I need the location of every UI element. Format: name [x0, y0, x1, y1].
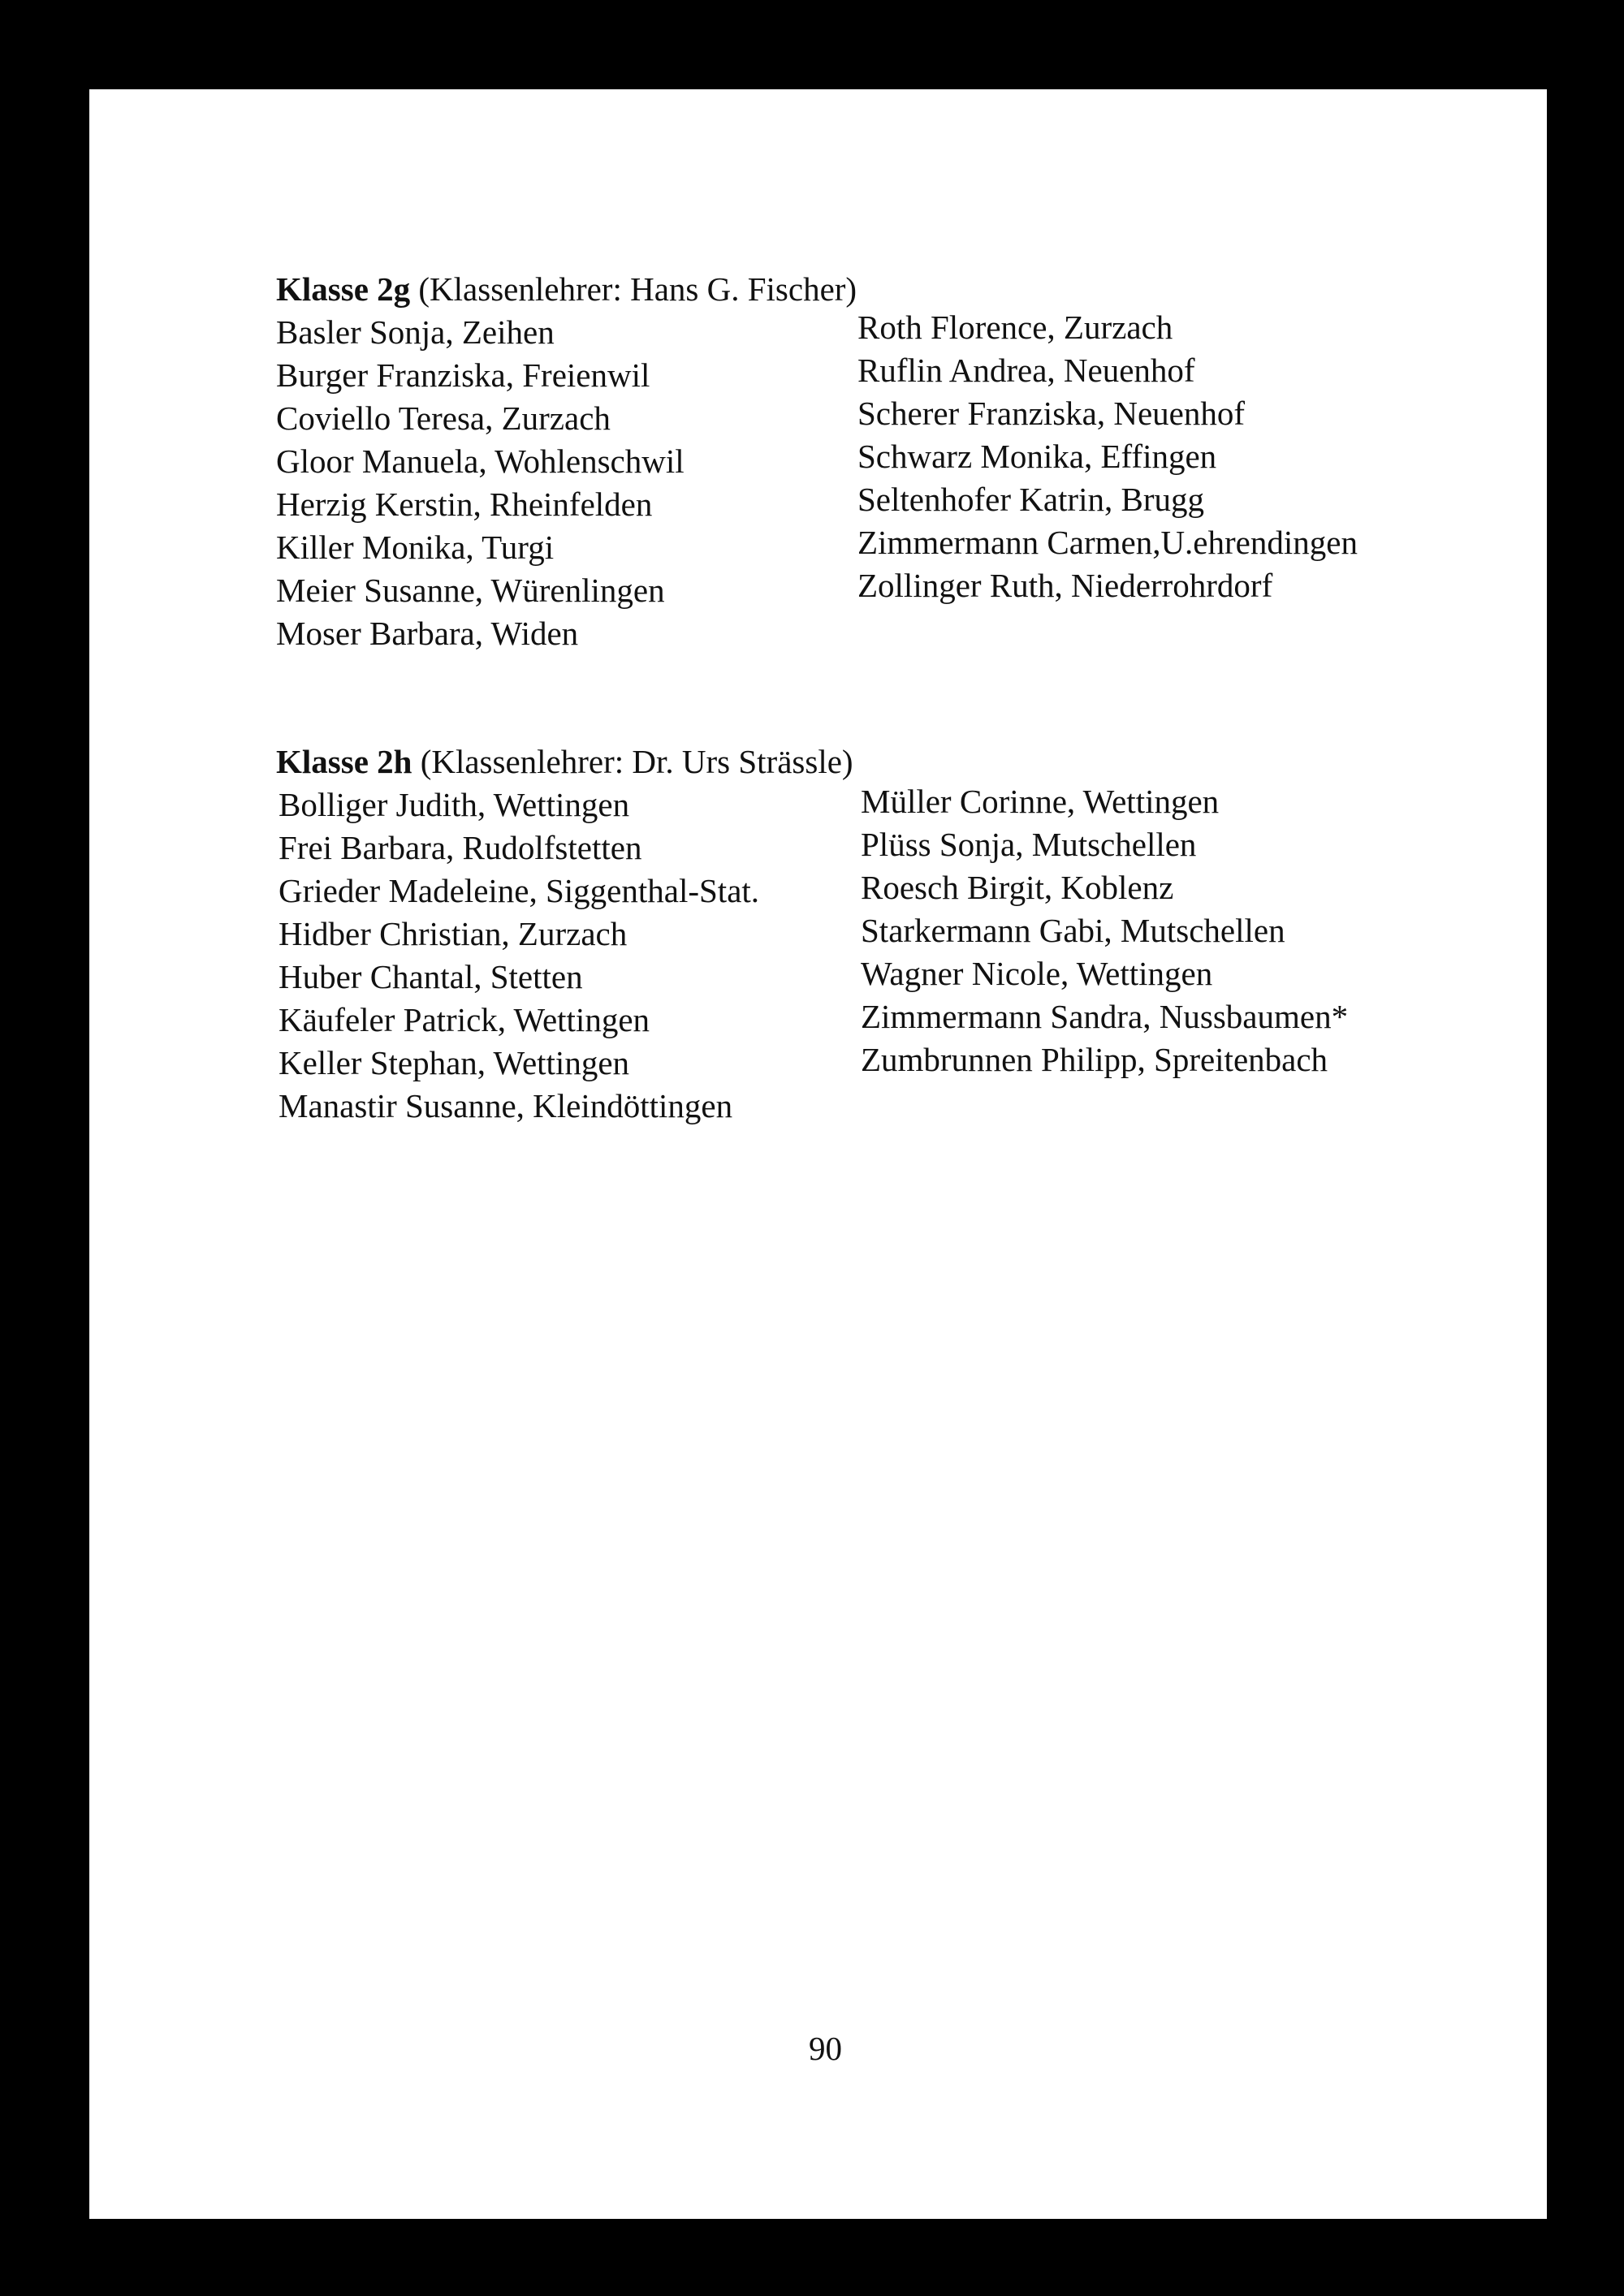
student-entry: Basler Sonja, Zeihen [276, 313, 555, 351]
student-entry: Herzig Kerstin, Rheinfelden [276, 486, 653, 523]
student-entry: Gloor Manuela, Wohlenschwil [276, 442, 685, 480]
student-entry: Zimmermann Sandra, Nussbaumen* [861, 998, 1349, 1035]
student-entry: Hidber Christian, Zurzach [279, 915, 628, 952]
student-entry: Burger Franziska, Freienwil [276, 356, 650, 394]
student-entry: Meier Susanne, Würenlingen [276, 572, 665, 609]
student-entry: Huber Chantal, Stetten [279, 958, 583, 995]
student-entry: Zimmermann Carmen,U.ehrendingen [857, 524, 1358, 561]
class-section-2h [276, 740, 1478, 1173]
student-entry: Scherer Franziska, Neuenhof [857, 395, 1246, 432]
student-entry: Starkermann Gabi, Mutschellen [861, 912, 1285, 949]
student-entry: Moser Barbara, Widen [276, 615, 579, 652]
student-entry: Zollinger Ruth, Niederrohrdorf [857, 567, 1273, 604]
teacher-label: (Klassenlehrer: Hans G. Fischer) [418, 270, 857, 308]
class-label: Klasse 2g [276, 270, 411, 308]
class-heading [276, 740, 1478, 783]
document-page [89, 89, 1547, 2219]
student-entry: Roesch Birgit, Koblenz [861, 869, 1174, 906]
teacher-label: (Klassenlehrer: Dr. Urs Strässle) [420, 743, 853, 780]
student-entry: Killer Monika, Turgi [276, 529, 555, 566]
student-entry: Käufeler Patrick, Wettingen [279, 1001, 650, 1038]
student-entry: Plüss Sonja, Mutschellen [861, 826, 1197, 863]
student-list-left [276, 311, 685, 655]
student-entry: Roth Florence, Zurzach [857, 309, 1173, 346]
student-list-right [861, 780, 1348, 1081]
class-section-2g [276, 268, 1478, 701]
student-list-right [857, 306, 1358, 607]
student-entry: Müller Corinne, Wettingen [861, 783, 1220, 820]
student-entry: Keller Stephan, Wettingen [279, 1044, 630, 1081]
student-entry: Wagner Nicole, Wettingen [861, 955, 1213, 992]
student-entry: Frei Barbara, Rudolfstetten [279, 829, 642, 866]
class-heading [276, 268, 1478, 311]
student-entry: Schwarz Monika, Effingen [857, 438, 1217, 475]
class-label: Klasse 2h [276, 743, 412, 780]
student-entry: Bolliger Judith, Wettingen [279, 786, 630, 823]
student-entry: Coviello Teresa, Zurzach [276, 399, 611, 437]
student-entry: Manastir Susanne, Kleindöttingen [279, 1087, 733, 1124]
student-entry: Grieder Madeleine, Siggenthal-Stat. [279, 872, 760, 909]
student-entry: Zumbrunnen Philipp, Spreitenbach [861, 1041, 1328, 1078]
student-entry: Seltenhofer Katrin, Brugg [857, 481, 1204, 518]
student-entry: Ruflin Andrea, Neuenhof [857, 352, 1195, 389]
page-number: 90 [809, 2030, 842, 2067]
student-list-left [279, 783, 759, 1128]
